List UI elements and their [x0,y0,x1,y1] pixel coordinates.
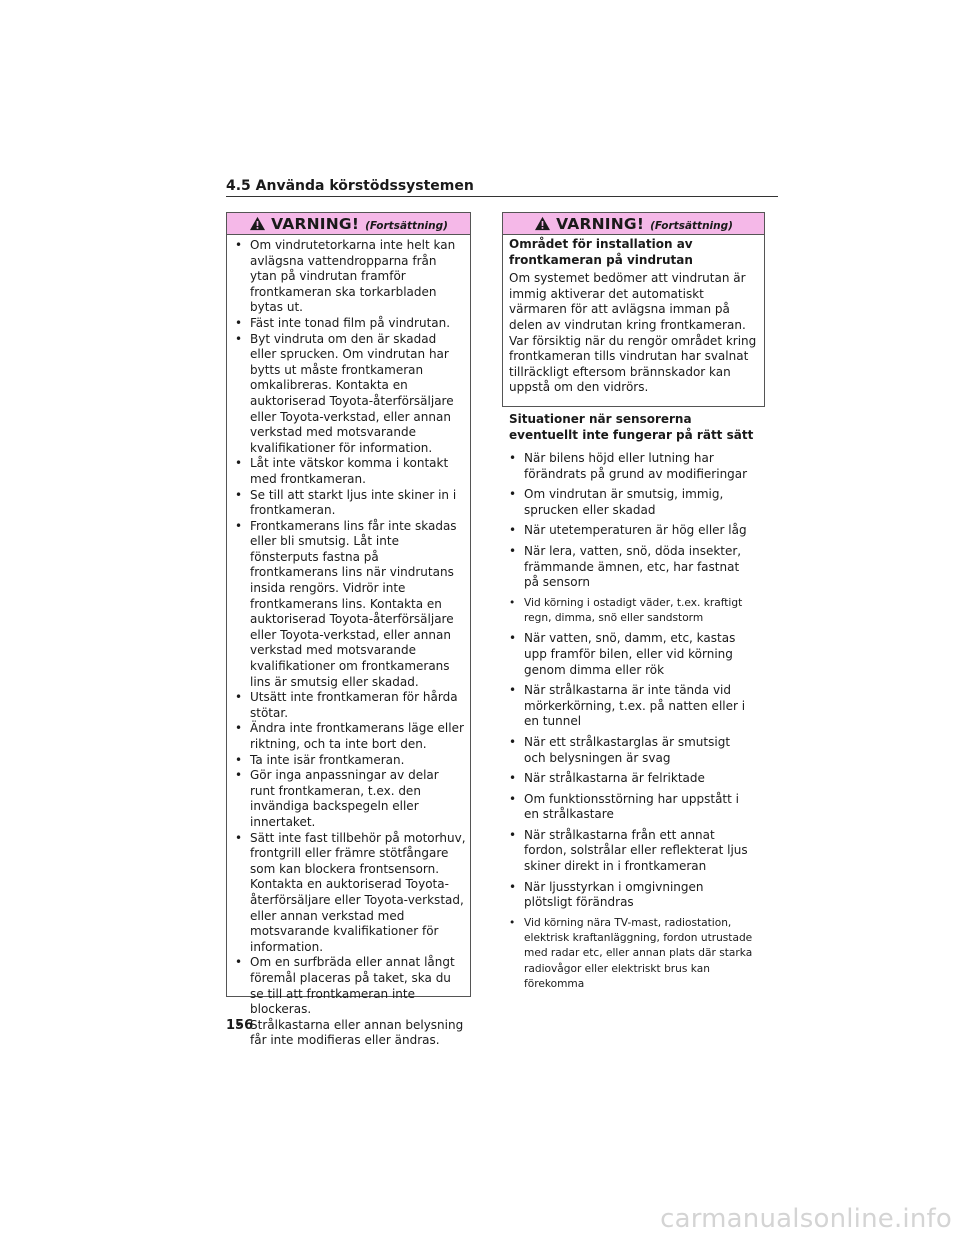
warning-text: Om systemet bedömer att vindrutan är immig aktiverar det automatiskt värmaren för att avlägsna imman på delen av vindrutan kring frontkameran. Var försiktig när du rengör området kring frontkameran tills vindrutan har svalnat tillräckligt eftersom brännskador kan uppstå om den vidrörs. [509,271,757,395]
list-item: • När ett strålkastarglas är smutsigt och belysningen är svag [509,735,755,766]
warning-list [227,235,470,1061]
list-item: • När ljusstyrkan i omgivningen plötsligt förändras [509,880,755,911]
warning-header [503,213,764,235]
list-item: • När strålkastarna är felriktade [509,771,755,787]
list-item: • Vid körning nära TV-mast, radiostation, elektrisk kraftanläggning, fordon utrustade med radar etc, eller annan plats där starka radiovågor eller elektriskt brus kan förekomma [509,916,755,992]
list-item: • Låt inte vätskor komma i kontakt med frontkameran. [235,456,466,487]
warning-box-right [502,212,765,407]
warning-subtitle: (Fortsättning) [650,220,733,232]
watermark: carmanualsonline.info [660,1204,952,1234]
page-number: 156 [226,1018,254,1033]
list-item: • När strålkastarna från ett annat fordon, solstrålar eller reflekterat ljus skiner direkt in i frontkameran [509,828,755,875]
list-item: • Om vindrutan är smutsig, immig, sprucken eller skadad [509,487,755,518]
list-item: • När bilens höjd eller lutning har förändrats på grund av modifieringar [509,451,755,482]
list-item: • Sätt inte fast tillbehör på motorhuv, frontgrill eller främre stötfångare som kan blockera frontsensorn. Kontakta en auktoriserad Toyota-återförsäljare eller Toyota-verkstad, eller annan verkstad med motsvarande kvalifikationer för information. [235,831,466,956]
warning-triangle-icon [534,216,551,231]
situations-heading: Situationer när sensorerna eventuellt inte fungerar på rätt sätt [509,412,754,442]
list-item: • Ta inte isär frontkameran. [235,753,466,769]
warning-triangle-icon [249,216,266,231]
list-item: • När utetemperaturen är hög eller låg [509,523,755,539]
list-item: • Frontkamerans lins får inte skadas eller bli smutsig. Låt inte fönsterputs fastna på frontkamerans lins när vindrutans insida rengörs. Vidrör inte frontkamerans lins. Kontakta en auktoriserad Toyota-återförsäljare eller Toyota-verkstad, eller annan verkstad med motsvarande kvalifikationer om frontkamerans lins är smutsig eller skadad. [235,519,466,691]
situations-list [509,451,755,997]
list-item: • Om funktionsstörning har uppstått i en strålkastare [509,792,755,823]
list-item: • Ändra inte frontkamerans läge eller riktning, och ta inte bort den. [235,721,466,752]
list-item: • När strålkastarna är inte tända vid mörkerkörning, t.ex. på natten eller i en tunnel [509,683,755,730]
list-item: • Se till att starkt ljus inte skiner in i frontkameran. [235,488,466,519]
list-item: • Vid körning i ostadigt väder, t.ex. kraftigt regn, dimma, snö eller sandstorm [509,596,755,627]
list-item: • Strålkastarna eller annan belysning får inte modifieras eller ändras. [235,1018,466,1049]
list-item: • Utsätt inte frontkameran för hårda stötar. [235,690,466,721]
warning-heading: Området för installation av frontkameran på vindrutan [509,237,693,267]
section-header: 4.5 Använda körstödssystemen [226,178,778,197]
list-item: • När vatten, snö, damm, etc, kastas upp framför bilen, eller vid körning genom dimma eller rök [509,631,755,678]
warning-subtitle: (Fortsättning) [365,220,448,232]
list-item: • När lera, vatten, snö, döda insekter, främmande ämnen, etc, har fastnat på sensorn [509,544,755,591]
list-item: • Om vindrutetorkarna inte helt kan avlägsna vattendropparna från ytan på vindrutan framför frontkameran ska torkarbladen bytas ut. [235,238,466,316]
list-item: • Gör inga anpassningar av delar runt frontkameran, t.ex. den invändiga backspegeln eller innertaket. [235,768,466,830]
warning-header [227,213,470,235]
warning-title: VARNING! [271,215,360,233]
list-item: • Fäst inte tonad film på vindrutan. [235,316,466,332]
list-item: • Byt vindruta om den är skadad eller sprucken. Om vindrutan har bytts ut måste frontkameran omkalibreras. Kontakta en auktoriserad Toyota-återförsäljare eller Toyota-verkstad, eller annan verkstad med motsvarande kvalifikationer för information. [235,332,466,457]
warning-title: VARNING! [556,215,645,233]
list-item: • Om en surfbräda eller annat långt föremål placeras på taket, ska du se till att frontkameran inte blockeras. [235,955,466,1017]
